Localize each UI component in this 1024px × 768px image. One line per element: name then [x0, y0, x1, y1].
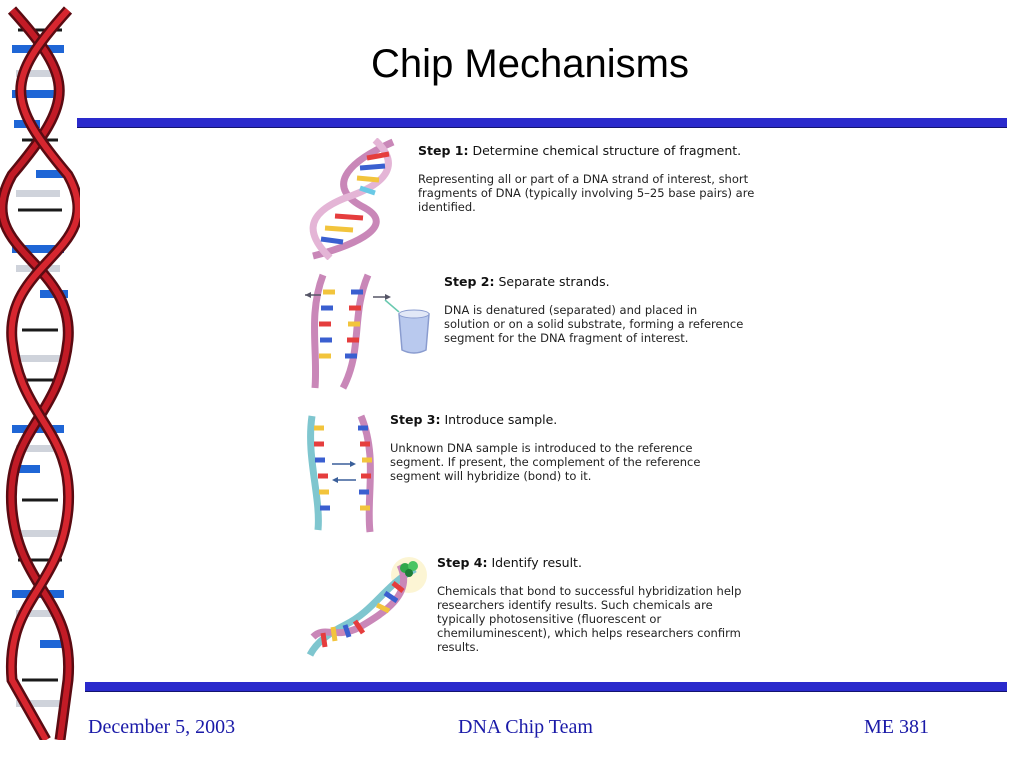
beaker-icon [399, 310, 429, 353]
step-2-label: Step 2: [444, 274, 495, 289]
step-2-illustration [303, 270, 438, 395]
step-1 [418, 143, 758, 214]
step-4-heading: Identify result. [491, 555, 582, 570]
footer-team: DNA Chip Team [458, 716, 593, 738]
step-2 [444, 274, 744, 345]
dna-helix-icon [0, 0, 80, 740]
step-3-heading: Introduce sample. [444, 412, 558, 427]
step-1-body: Representing all or part of a DNA strand of interest, short fragments of DNA (typically involving 5–25 base pairs) are identified. [418, 172, 755, 214]
step-4-label: Step 4: [437, 555, 488, 570]
step-3-body: Unknown DNA sample is introduced to the reference segment. If present, the complement of the reference segment will hybridize (bond) to it. [390, 441, 701, 483]
step-4-illustration [305, 555, 435, 660]
step-3 [390, 412, 750, 483]
slide-title: Chip Mechanisms [371, 42, 689, 86]
arrow-right-icon [373, 294, 391, 300]
top-rule [77, 118, 1007, 128]
step-4-body: Chemicals that bond to successful hybridization help researchers identify results. Such chemicals are typically photosensitive (fluorescent or chemiluminescent), which helps researchers confirm results. [437, 584, 742, 654]
step-2-heading: Separate strands. [498, 274, 610, 289]
footer-course: ME 381 [864, 716, 929, 738]
step-1-illustration [305, 138, 405, 260]
step-3-illustration [306, 412, 386, 537]
step-3-label: Step 3: [390, 412, 441, 427]
footer-date: December 5, 2003 [88, 716, 236, 738]
bottom-rule [85, 682, 1007, 692]
step-2-body: DNA is denatured (separated) and placed in solution or on a solid substrate, forming a reference segment for the DNA fragment of interest. [444, 303, 744, 345]
step-4 [437, 555, 757, 654]
step-1-heading: Determine chemical structure of fragment. [472, 143, 742, 158]
step-1-label: Step 1: [418, 143, 469, 158]
